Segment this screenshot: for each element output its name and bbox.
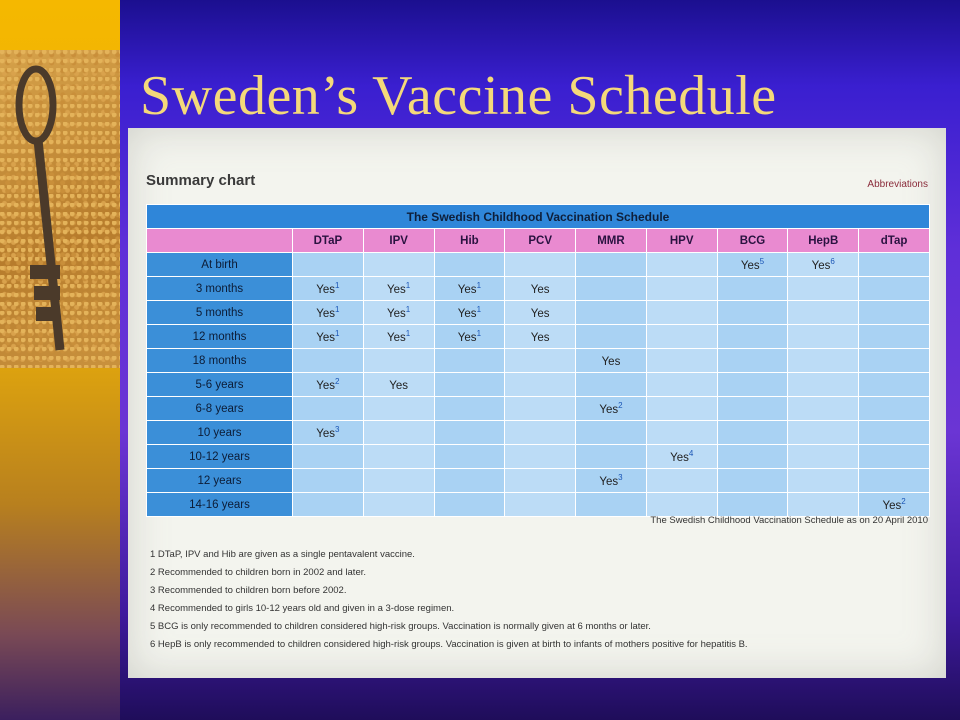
footnote-ref: 1 <box>405 305 411 315</box>
schedule-cell <box>859 301 930 325</box>
schedule-cell <box>646 277 717 301</box>
footnote-ref: 4 <box>688 449 694 459</box>
schedule-cell <box>717 253 788 277</box>
footnote-ref: 1 <box>476 305 482 315</box>
schedule-cell <box>646 469 717 493</box>
schedule-cell <box>717 397 788 421</box>
schedule-cell <box>434 421 505 445</box>
cell-value: Yes <box>601 355 621 368</box>
schedule-cell <box>788 493 859 517</box>
table-row <box>147 253 930 277</box>
schedule-cell <box>576 301 647 325</box>
schedule-cell <box>859 349 930 373</box>
schedule-cell <box>505 469 576 493</box>
schedule-cell <box>293 277 364 301</box>
cell-value: Yes <box>316 379 336 392</box>
schedule-cell <box>576 493 647 517</box>
schedule-cell <box>788 253 859 277</box>
cell-value: Yes <box>457 331 477 344</box>
schedule-cell <box>293 349 364 373</box>
footnote-item: 6 HepB is only recommended to children considered high-risk groups. Vaccination is given at birth to infants of mothers positive for hepatitis B. <box>150 639 748 650</box>
table-row <box>147 373 930 397</box>
schedule-cell <box>293 253 364 277</box>
vaccine-header-mmr: MMR <box>576 229 647 253</box>
schedule-cell <box>434 493 505 517</box>
schedule-cell <box>363 277 434 301</box>
schedule-cell <box>646 445 717 469</box>
schedule-cell <box>293 397 364 421</box>
schedule-cell <box>434 397 505 421</box>
cell-value: Yes <box>316 283 336 296</box>
cell-value: Yes <box>316 427 336 440</box>
vaccine-header-ipv: IPV <box>363 229 434 253</box>
schedule-cell <box>717 277 788 301</box>
table-row <box>147 325 930 349</box>
schedule-cell <box>434 445 505 469</box>
schedule-cell <box>576 277 647 301</box>
schedule-cell <box>363 373 434 397</box>
cell-value: Yes <box>670 451 689 464</box>
vaccine-header-bcg: BCG <box>717 229 788 253</box>
age-label: At birth <box>147 253 293 277</box>
schedule-body <box>147 253 930 517</box>
footnote-ref: 1 <box>405 281 411 291</box>
footnote-ref: 2 <box>901 497 906 507</box>
schedule-cell <box>717 421 788 445</box>
schedule-cell <box>505 277 576 301</box>
schedule-cell <box>646 421 717 445</box>
schedule-cell <box>434 349 505 373</box>
schedule-cell <box>859 277 930 301</box>
schedule-cell <box>363 349 434 373</box>
schedule-cell <box>576 421 647 445</box>
schedule-cell <box>505 373 576 397</box>
schedule-cell <box>434 373 505 397</box>
schedule-cell <box>646 373 717 397</box>
schedule-cell <box>434 469 505 493</box>
schedule-cell <box>576 325 647 349</box>
schedule-cell <box>293 421 364 445</box>
schedule-cell <box>859 373 930 397</box>
schedule-cell <box>576 253 647 277</box>
header-corner <box>147 229 293 253</box>
schedule-cell <box>859 325 930 349</box>
schedule-cell <box>363 397 434 421</box>
schedule-date-note: The Swedish Childhood Vaccination Schedule as on 20 April 2010 <box>650 515 928 526</box>
schedule-cell <box>434 253 505 277</box>
cell-value: Yes <box>457 307 477 320</box>
vaccine-header-hpv: HPV <box>646 229 717 253</box>
schedule-cell <box>505 301 576 325</box>
schedule-cell <box>717 325 788 349</box>
cell-value: Yes <box>599 403 619 416</box>
cell-value: Yes <box>599 475 619 488</box>
schedule-cell <box>293 493 364 517</box>
table-row <box>147 349 930 373</box>
footnote-item: 3 Recommended to children born before 2002. <box>150 585 347 596</box>
table-row <box>147 421 930 445</box>
footnote-ref: 1 <box>476 281 482 291</box>
schedule-cell <box>363 493 434 517</box>
schedule-cell <box>717 349 788 373</box>
schedule-cell <box>717 301 788 325</box>
abbreviations-link[interactable]: Abbreviations <box>867 179 928 190</box>
schedule-cell <box>859 469 930 493</box>
schedule-cell <box>293 373 364 397</box>
age-label: 12 years <box>147 469 293 493</box>
age-label: 18 months <box>147 349 293 373</box>
schedule-cell <box>859 253 930 277</box>
slide-title: Sweden’s Vaccine Schedule <box>140 65 777 127</box>
age-label: 10 years <box>147 421 293 445</box>
schedule-cell <box>646 301 717 325</box>
footnote-ref: 1 <box>335 329 340 339</box>
footnote-ref: 2 <box>618 401 623 411</box>
schedule-cell <box>788 373 859 397</box>
footnote-ref: 3 <box>618 473 623 483</box>
footnote-ref: 1 <box>335 281 340 291</box>
schedule-cell <box>363 421 434 445</box>
footnote-ref: 1 <box>335 305 340 315</box>
age-label: 5 months <box>147 301 293 325</box>
age-label: 3 months <box>147 277 293 301</box>
schedule-cell <box>363 301 434 325</box>
vaccine-header-dtap: DTaP <box>293 229 364 253</box>
schedule-cell <box>505 493 576 517</box>
footnote-ref: 1 <box>476 329 482 339</box>
schedule-cell <box>363 253 434 277</box>
schedule-cell <box>859 445 930 469</box>
footnote-item: 2 Recommended to children born in 2002 and later. <box>150 567 366 578</box>
footnote-ref: 2 <box>335 377 340 387</box>
summary-heading: Summary chart <box>146 172 256 189</box>
schedule-cell <box>646 349 717 373</box>
footnote-ref: 3 <box>335 425 340 435</box>
vaccine-header-hepb: HepB <box>788 229 859 253</box>
schedule-cell <box>788 445 859 469</box>
table-row <box>147 445 930 469</box>
table-caption: The Swedish Childhood Vaccination Schedule <box>147 205 930 229</box>
key-image <box>0 50 120 368</box>
footnote-item: 1 DTaP, IPV and Hib are given as a single pentavalent vaccine. <box>150 549 415 560</box>
vaccine-header-dtap: dTap <box>859 229 930 253</box>
schedule-cell <box>646 397 717 421</box>
schedule-cell <box>293 445 364 469</box>
vaccine-header-hib: Hib <box>434 229 505 253</box>
schedule-cell <box>434 301 505 325</box>
schedule-cell <box>505 253 576 277</box>
schedule-cell <box>717 373 788 397</box>
schedule-cell <box>576 445 647 469</box>
schedule-photo <box>128 128 946 678</box>
cell-value: Yes <box>316 307 336 320</box>
cell-value: Yes <box>530 331 550 344</box>
age-label: 5-6 years <box>147 373 293 397</box>
schedule-cell <box>505 397 576 421</box>
schedule-cell <box>505 421 576 445</box>
key-icon <box>0 50 120 368</box>
schedule-cell <box>293 325 364 349</box>
schedule-cell <box>859 397 930 421</box>
schedule-cell <box>293 469 364 493</box>
cell-value: Yes <box>387 283 406 296</box>
footnotes-list <box>150 546 748 654</box>
schedule-cell <box>717 445 788 469</box>
age-label: 6-8 years <box>147 397 293 421</box>
schedule-cell <box>293 301 364 325</box>
schedule-cell <box>646 325 717 349</box>
schedule-cell <box>788 397 859 421</box>
schedule-cell <box>434 325 505 349</box>
age-label: 10-12 years <box>147 445 293 469</box>
cell-value: Yes <box>530 283 550 296</box>
schedule-cell <box>717 493 788 517</box>
cell-value: Yes <box>389 379 409 392</box>
vaccine-header-row <box>147 229 930 253</box>
cell-value: Yes <box>316 331 336 344</box>
footnote-ref: 1 <box>405 329 411 339</box>
table-row <box>147 397 930 421</box>
schedule-cell <box>717 469 788 493</box>
cell-value: Yes <box>387 331 406 344</box>
vaccine-header-pcv: PCV <box>505 229 576 253</box>
cell-value: Yes <box>387 307 406 320</box>
schedule-cell <box>788 421 859 445</box>
schedule-cell <box>505 325 576 349</box>
vaccination-table <box>146 204 930 517</box>
schedule-cell <box>859 493 930 517</box>
age-label: 14-16 years <box>147 493 293 517</box>
schedule-cell <box>505 349 576 373</box>
schedule-cell <box>646 493 717 517</box>
schedule-cell <box>788 349 859 373</box>
table-row <box>147 301 930 325</box>
footnote-item: 5 BCG is only recommended to children considered high-risk groups. Vaccination is normally given at 6 months or later. <box>150 621 651 632</box>
schedule-cell <box>434 277 505 301</box>
footnote-item: 4 Recommended to girls 10-12 years old and given in a 3-dose regimen. <box>150 603 455 614</box>
table-row <box>147 277 930 301</box>
schedule-cell <box>788 325 859 349</box>
schedule-cell <box>505 445 576 469</box>
schedule-cell <box>859 421 930 445</box>
table-row <box>147 493 930 517</box>
schedule-cell <box>576 373 647 397</box>
footnote-ref: 6 <box>830 257 835 267</box>
schedule-cell <box>788 469 859 493</box>
cell-value: Yes <box>740 259 760 272</box>
cell-value: Yes <box>530 307 550 320</box>
cell-value: Yes <box>457 283 477 296</box>
table-row <box>147 469 930 493</box>
schedule-cell <box>576 349 647 373</box>
cell-value: Yes <box>882 499 902 512</box>
cell-value: Yes <box>811 259 831 272</box>
schedule-cell <box>788 301 859 325</box>
schedule-cell <box>576 469 647 493</box>
age-label: 12 months <box>147 325 293 349</box>
schedule-cell <box>788 277 859 301</box>
schedule-cell <box>363 469 434 493</box>
schedule-cell <box>576 397 647 421</box>
footnote-ref: 5 <box>759 257 765 267</box>
schedule-cell <box>363 325 434 349</box>
schedule-cell <box>363 445 434 469</box>
schedule-cell <box>646 253 717 277</box>
